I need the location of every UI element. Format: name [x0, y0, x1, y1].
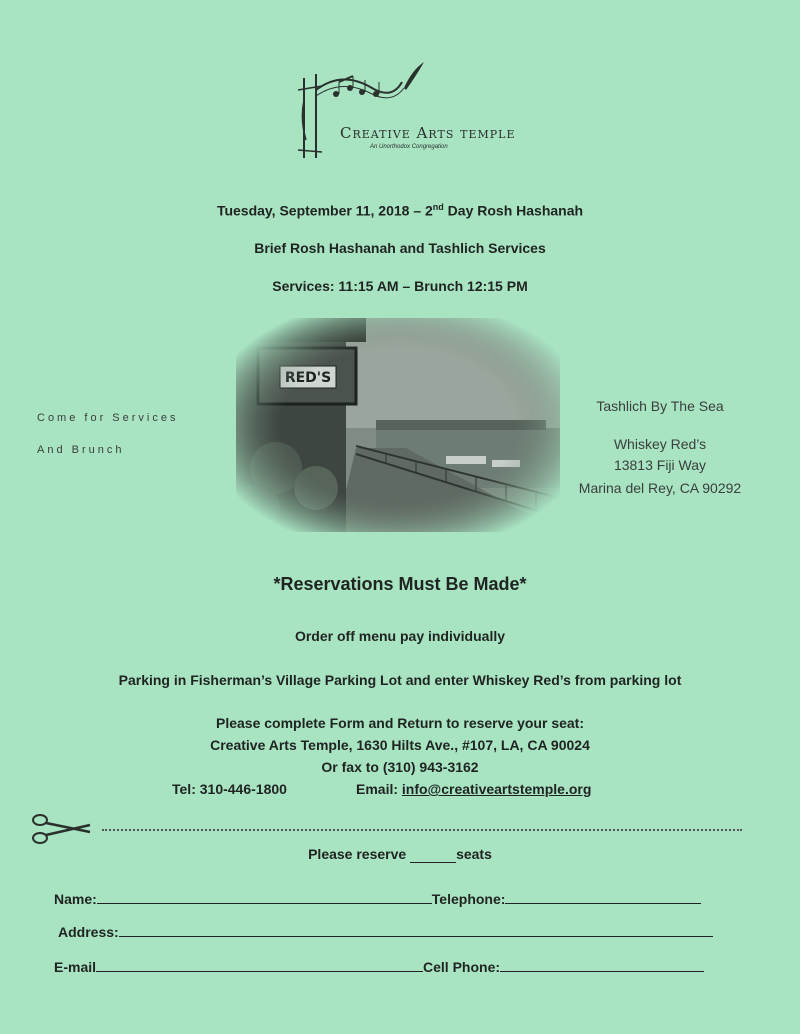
- temple-address: Creative Arts Temple, 1630 Hilts Ave., #107, LA, CA 90024: [210, 737, 590, 753]
- venue-name: Whiskey Red’s: [613, 436, 707, 452]
- reservations-notice: *Reservations Must Be Made*: [273, 574, 527, 594]
- email-form-label: E-mail: [54, 959, 97, 975]
- fax-line: Or fax to (310) 943-3162: [321, 759, 479, 775]
- event-date-text: Tuesday, September 11, 2018 – 2: [216, 202, 433, 219]
- logo-name: Creative Arts temple: [340, 124, 516, 142]
- reserve-seats-label: Please reserve: [308, 846, 411, 862]
- venue-street: 13813 Fiji Way: [613, 457, 707, 473]
- name-row: [54, 889, 724, 907]
- telephone-label: Telephone:: [431, 891, 506, 907]
- name-field[interactable]: [97, 889, 432, 904]
- seats-blank[interactable]: [410, 846, 456, 863]
- email-field[interactable]: [96, 957, 423, 972]
- event-day-text: Day Rosh Hashanah: [443, 202, 584, 219]
- parking-note: Parking in Fisherman’s Village Parking Lot and enter Whiskey Red’s from parking lot: [118, 672, 682, 688]
- form-instruction: Please complete Form and Return to reserve your seat:: [215, 715, 584, 731]
- ordinal-suffix: nd: [432, 202, 444, 212]
- telephone-line: Tel: 310-446-1800: [172, 781, 287, 797]
- logo-tagline: An Unorthodox Congregation: [370, 144, 448, 150]
- scissors-icon: [30, 812, 92, 846]
- service-line: Brief Rosh Hashanah and Tashlich Services: [254, 240, 546, 256]
- address-field[interactable]: [119, 922, 713, 937]
- cut-line: [102, 829, 742, 831]
- email-link[interactable]: info@creativeartstemple.org: [401, 781, 592, 797]
- seats-label: seats: [456, 846, 492, 862]
- address-label: Address:: [58, 924, 119, 940]
- temple-logo: [292, 60, 542, 160]
- name-label: Name:: [54, 891, 97, 907]
- menu-note: Order off menu pay individually: [294, 628, 506, 644]
- and-brunch-note: And Brunch: [37, 444, 125, 456]
- whiskey-reds-photo: [236, 318, 560, 532]
- address-row: [58, 922, 718, 940]
- email-label: Email:: [356, 781, 402, 797]
- telephone-field[interactable]: [505, 889, 701, 904]
- venue-city: Marina del Rey, CA 90292: [578, 480, 742, 496]
- event-date-line: [0, 202, 800, 219]
- come-for-services-note: Come for Services: [37, 412, 179, 424]
- email-row: [54, 957, 724, 975]
- email-line: [356, 781, 591, 797]
- location-title: Tashlich By The Sea: [596, 398, 724, 414]
- times-line: Services: 11:15 AM – Brunch 12:15 PM: [272, 278, 528, 294]
- reserve-seats-line: [0, 846, 800, 863]
- cell-phone-field[interactable]: [500, 957, 704, 972]
- cell-phone-label: Cell Phone:: [423, 959, 501, 975]
